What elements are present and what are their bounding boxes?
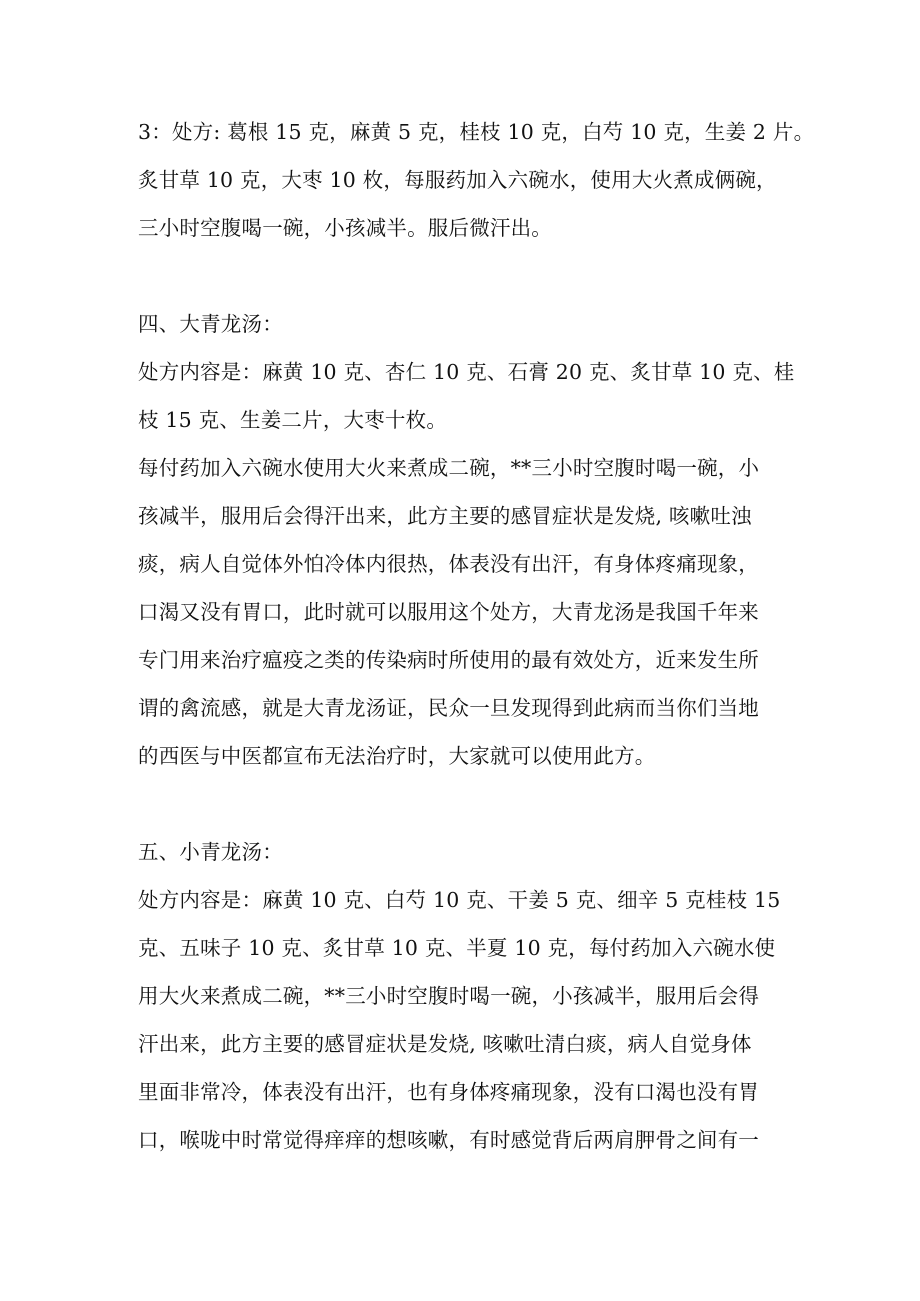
- section5-line-6: 口，喉咙中时常觉得痒痒的想咳嗽，有时感觉背后两肩胛骨之间有一: [138, 1128, 759, 1152]
- section4-line-7: 专门用来治疗瘟疫之类的传染病时所使用的最有效处方，近来发生所: [138, 648, 759, 672]
- section5-heading: 五、小青龙汤：: [138, 840, 283, 864]
- section5-line-5: 里面非常冷，体表没有出汗，也有身体疼痛现象，没有口渴也没有胃: [138, 1080, 759, 1104]
- section4-line-4: 孩减半，服用后会得汗出来，此方主要的感冒症状是发烧, 咳嗽吐浊: [138, 504, 752, 528]
- section4-line-2: 枝 15 克、生姜二片，大枣十枚。: [138, 408, 448, 432]
- section5-line-2: 克、五味子 10 克、炙甘草 10 克、半夏 10 克，每付药加入六碗水使: [138, 936, 776, 960]
- section4-line-3: 每付药加入六碗水使用大火来煮成二碗，**三小时空腹时喝一碗，小: [138, 456, 760, 480]
- section4-line-6: 口渴又没有胃口，此时就可以服用这个处方，大青龙汤是我国千年来: [138, 600, 759, 624]
- section5-line-1: 处方内容是：麻黄 10 克、白芍 10 克、干姜 5 克、细辛 5 克桂枝 15: [138, 888, 781, 912]
- section4-line-8: 谓的禽流感，就是大青龙汤证，民众一旦发现得到此病而当你们当地: [138, 696, 759, 720]
- section5-line-3: 用大火来煮成二碗，**三小时空腹时喝一碗，小孩减半，服用后会得: [138, 984, 760, 1008]
- section3-line-2: 炙甘草 10 克，大枣 10 枚，每服药加入六碗水，使用大火煮成俩碗，: [138, 168, 777, 192]
- section4-line-5: 痰，病人自觉体外怕冷体内很热，体表没有出汗，有身体疼痛现象，: [138, 552, 759, 576]
- section4-heading: 四、大青龙汤：: [138, 312, 283, 336]
- section5-line-4: 汗出来，此方主要的感冒症状是发烧, 咳嗽吐清白痰，病人自觉身体: [138, 1032, 752, 1056]
- section3-line-1: 3：处方: 葛根 15 克，麻黄 5 克，桂枝 10 克，白芍 10 克，生姜 2 片。: [138, 120, 815, 144]
- section4-line-9: 的西医与中医都宣布无法治疗时，大家就可以使用此方。: [138, 744, 656, 768]
- section4-line-1: 处方内容是：麻黄 10 克、杏仁 10 克、石膏 20 克、炙甘草 10 克、桂: [138, 360, 795, 384]
- section3-line-3: 三小时空腹喝一碗，小孩减半。服后微汗出。: [138, 216, 552, 240]
